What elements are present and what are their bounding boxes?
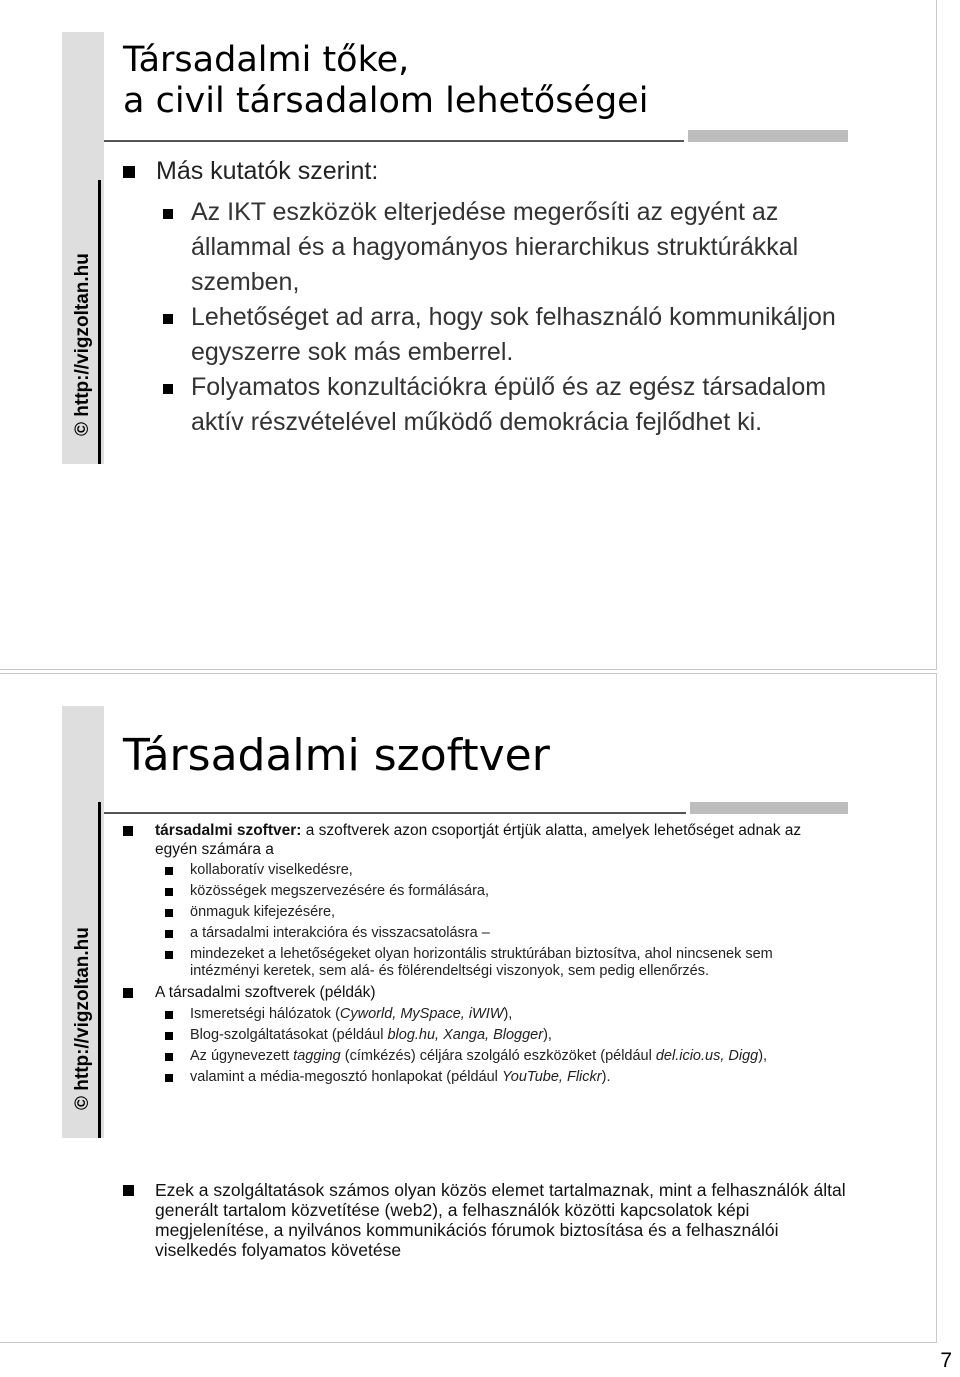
bullet-list <box>123 154 843 440</box>
sub-list-item <box>123 1069 828 1086</box>
title-line-1: Társadalmi tőke, <box>123 40 410 80</box>
sub-item-text: önmaguk kifejezésére, <box>190 904 336 920</box>
example-italic: blog.hu, Xanga, Blogger <box>387 1026 544 1043</box>
sub-list-item <box>123 904 828 921</box>
square-bullet-icon <box>165 1053 173 1061</box>
slide-1 <box>0 0 937 670</box>
example-italic: Cyworld, MySpace, iWIW <box>339 1005 504 1022</box>
sub-item-text: Lehetőséget ad arra, hogy sok felhasználó kommunikáljon egyszerre sok más emberrel. <box>191 303 836 366</box>
square-bullet-icon <box>163 384 173 394</box>
title-underline <box>104 802 848 816</box>
bullet-list <box>123 822 828 1090</box>
square-bullet-icon <box>165 909 173 917</box>
example-text: Blog-szolgáltatásokat (például <box>190 1026 388 1043</box>
square-bullet-icon <box>123 988 133 998</box>
square-bullet-icon <box>123 826 133 836</box>
slide-title: Társadalmi szoftver <box>123 730 550 781</box>
example-text: ). <box>601 1068 611 1085</box>
square-bullet-icon <box>165 1032 173 1040</box>
copyright-symbol: © <box>72 422 93 436</box>
square-bullet-icon <box>165 888 173 896</box>
example-italic: del.icio.us, Digg <box>655 1047 759 1064</box>
square-bullet-icon <box>165 867 173 875</box>
sub-list-item <box>123 883 828 900</box>
sidebar-line <box>98 802 101 1138</box>
sub-item-text: kollaboratív viselkedésre, <box>190 862 353 878</box>
sub-item-text: közösségek megszervezésére és formálására, <box>190 883 489 899</box>
square-bullet-icon <box>165 1074 173 1082</box>
sub-list-item <box>123 370 843 440</box>
sub-list <box>123 862 828 980</box>
sub-list <box>123 195 843 440</box>
square-bullet-icon <box>165 951 173 959</box>
copyright-symbol: © <box>72 1096 93 1110</box>
sub-list-item <box>123 1027 828 1044</box>
slide-title <box>123 40 648 123</box>
list-item <box>155 1180 860 1260</box>
bullet-text: A társadalmi szoftverek (példák) <box>155 984 376 1001</box>
list-item <box>123 822 828 980</box>
watermark-url: http://vigzoltan.hu <box>72 253 93 417</box>
list-item <box>123 984 828 1086</box>
sub-list-item <box>123 1048 828 1065</box>
example-italic: YouTube, Flickr <box>501 1068 602 1085</box>
example-text: ), <box>503 1005 513 1022</box>
title-underline <box>104 130 848 144</box>
sub-list-item <box>123 300 843 370</box>
sub-list-item <box>123 195 843 300</box>
sub-list-item <box>123 862 828 879</box>
watermark-url: http://vigzoltan.hu <box>72 927 93 1091</box>
definition-term: társadalmi szoftver: <box>155 822 302 839</box>
example-text: (címkézés) céljára szolgáló eszközöket (például <box>340 1047 656 1064</box>
sub-list-item <box>123 1006 828 1023</box>
square-bullet-icon <box>123 166 135 178</box>
sub-item-text: Folyamatos konzultációkra épülő és az egész társadalom aktív részvételével működő demokrácia fejlődhet ki. <box>191 373 827 436</box>
sub-item-text: mindezeket a lehetőségeket olyan horizontális struktúrában biztosítva, ahol nincsenek sem intézményi keretek, sem alá- és fölérendeltségi viszonyok, sem pedig ellenőrzés. <box>190 946 773 979</box>
example-text: Az úgynevezett <box>190 1047 294 1064</box>
sub-item-text: Az IKT eszközök elterjedése megerősíti az egyént az állammal és a hagyományos hierarchikus struktúrákkal szemben, <box>191 198 799 296</box>
example-text: valamint a média-megosztó honlapokat (például <box>190 1068 502 1085</box>
page-number: 7 <box>940 1349 952 1372</box>
sub-list-item <box>123 946 828 980</box>
sidebar-line <box>98 180 101 464</box>
square-bullet-icon <box>165 1011 173 1019</box>
slide-2 <box>0 673 937 1343</box>
example-italic: tagging <box>293 1047 341 1064</box>
square-bullet-icon <box>163 209 173 219</box>
footer-text: Ezek a szolgáltatások számos olyan közös elemet tartalmaznak, mint a felhasználók által generált tartalom közvetítése (web2), a felhasználók közötti kapcsolatok képi megjelenítése, a nyilvános kommunikációs fórumok biztosítása és a felhasználói viselkedés folyamatos követése <box>155 1180 846 1260</box>
definition-text: a szoftverek azon csoportját értjük alatta, amelyek lehetőséget adnak az egyén számára a <box>155 822 802 858</box>
watermark-text <box>72 927 94 1110</box>
bullet-text: Más kutatók szerint: <box>156 157 379 185</box>
sub-list <box>123 1006 828 1086</box>
example-text: Ismeretségi hálózatok ( <box>190 1005 340 1022</box>
square-bullet-icon <box>165 930 173 938</box>
footer-note <box>123 1180 860 1260</box>
square-bullet-icon <box>163 314 173 324</box>
title-line-2: a civil társadalom lehetőségei <box>123 81 649 122</box>
watermark-text <box>72 253 94 436</box>
list-item <box>123 154 843 440</box>
sub-item-text: a társadalmi interakcióra és visszacsatolásra – <box>190 925 490 941</box>
example-text: ), <box>543 1026 552 1043</box>
sub-list-item <box>123 925 828 942</box>
example-text: ), <box>758 1047 768 1064</box>
square-bullet-icon <box>123 1185 134 1196</box>
